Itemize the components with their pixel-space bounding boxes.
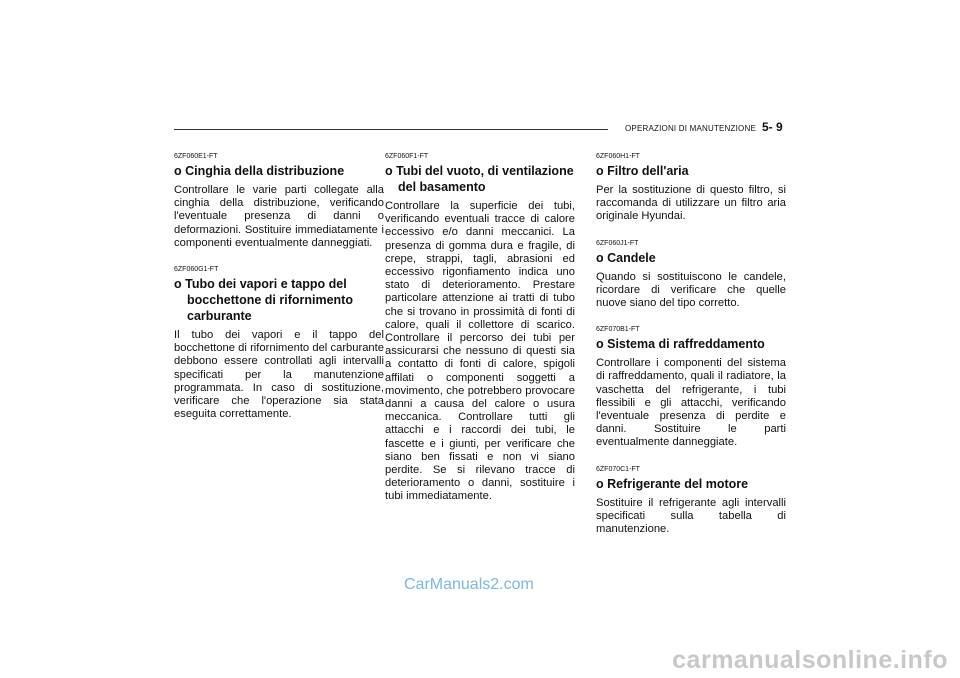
section-code: 6ZF060H1-FT xyxy=(596,153,640,160)
section-heading: o Filtro dell'aria xyxy=(596,164,689,178)
section-code: 6ZF060G1-FT xyxy=(174,266,219,274)
section-body: Per la sostituzione di questo filtro, si raccomanda di utilizzare un filtro aria originale Hyundai. xyxy=(596,184,786,223)
section-refrigerante xyxy=(596,466,786,537)
column-left xyxy=(174,153,384,437)
section-code: 6ZF060J1-FT xyxy=(596,239,639,247)
carmanuals-logo[interactable]: CarManuals2.com xyxy=(404,576,534,593)
section-cinghia xyxy=(174,153,384,250)
section-code: 6ZF070C1-FT xyxy=(596,465,640,473)
section-body: Controllare i componenti del sistema di raffreddamento, quali il radiatore, la vaschetta del refrigerante, i tubi flessibili e gli attacchi, verificando l'eventuale presenza di perdite e danni. Sostituire le parti eventualmente danneggiate. xyxy=(596,357,786,449)
section-filtro-aria xyxy=(596,153,786,224)
site-watermark: carmanualsonline.info xyxy=(672,646,948,674)
section-heading: o Sistema di raffreddamento xyxy=(596,337,765,352)
section-body: Il tubo dei vapori e il tappo del bocchettone di rifornimento del carburante debbono essere controllati agli intervalli specificati per la manutenzione programmata. In caso di sostituzione, verificare che l'operazione sia stata eseguita correttamente. xyxy=(174,329,384,421)
section-heading: o Tubo dei vapori e tappo del bocchettone di rifornimento carburante xyxy=(174,277,353,324)
section-heading: o Cinghia della distribuzione xyxy=(174,164,345,178)
section-heading: o Tubi del vuoto, di ventilazione del basamento xyxy=(385,164,574,194)
section-code: 6ZF060F1-FT xyxy=(385,153,429,160)
section-heading: o Refrigerante del motore xyxy=(596,476,749,491)
header-rule xyxy=(174,129,608,130)
column-right xyxy=(596,153,786,552)
section-code: 6ZF070B1-FT xyxy=(596,326,640,334)
section-tubo-vapori xyxy=(174,266,384,421)
section-tubi-vuoto xyxy=(385,153,575,504)
section-heading: o Candele xyxy=(596,250,656,265)
page-number: 5- 9 xyxy=(762,120,783,134)
column-middle xyxy=(385,153,575,520)
section-body: Controllare la superficie dei tubi, verificando eventuali tracce di calore eccessivo e/o danni meccanici. La presenza di gomma dura e fragile, di crepe, strappi, tagli, abrasioni ed eccessivo rigonfiamento indica uno stato di deterioramento. Prestare particolare attenzione ai tratti di tubo che si trovano in prossimità di fonti di calore, quali il collettore di scarico. Controllare il percorso dei tubi per assicurarsi che nessuno di questi sia a contatto di fonti di calore, spigoli affilati o componenti soggetti a movimento, che potrebbero provocare danni a causa del calore o usura meccanica. Controllare tutti gli attacchi e i raccordi dei tubi, le fascette e i giunti, per verificare che siano ben fissati e non vi siano perdite. Se si rilevano tracce di deterioramento o danni, sostituire i tubi immediatamente. xyxy=(385,200,575,503)
section-candele xyxy=(596,240,786,311)
section-body: Controllare le varie parti collegate alla cinghia della distribuzione, verificando l'eventuale presenza di danni o deformazioni. Sostituire immediatamente i componenti eventualmente danneggiati. xyxy=(174,184,384,249)
section-code: 6ZF060E1-FT xyxy=(174,153,218,160)
section-title: OPERAZIONI DI MANUTENZIONE xyxy=(625,124,756,133)
section-body: Sostituire il refrigerante agli intervalli specificati sulla tabella di manutenzione. xyxy=(596,496,786,536)
section-body: Quando si sostituiscono le candele, ricordare di verificare che quelle nuove siano del tipo corretto. xyxy=(596,270,786,310)
section-raffreddamento xyxy=(596,326,786,449)
